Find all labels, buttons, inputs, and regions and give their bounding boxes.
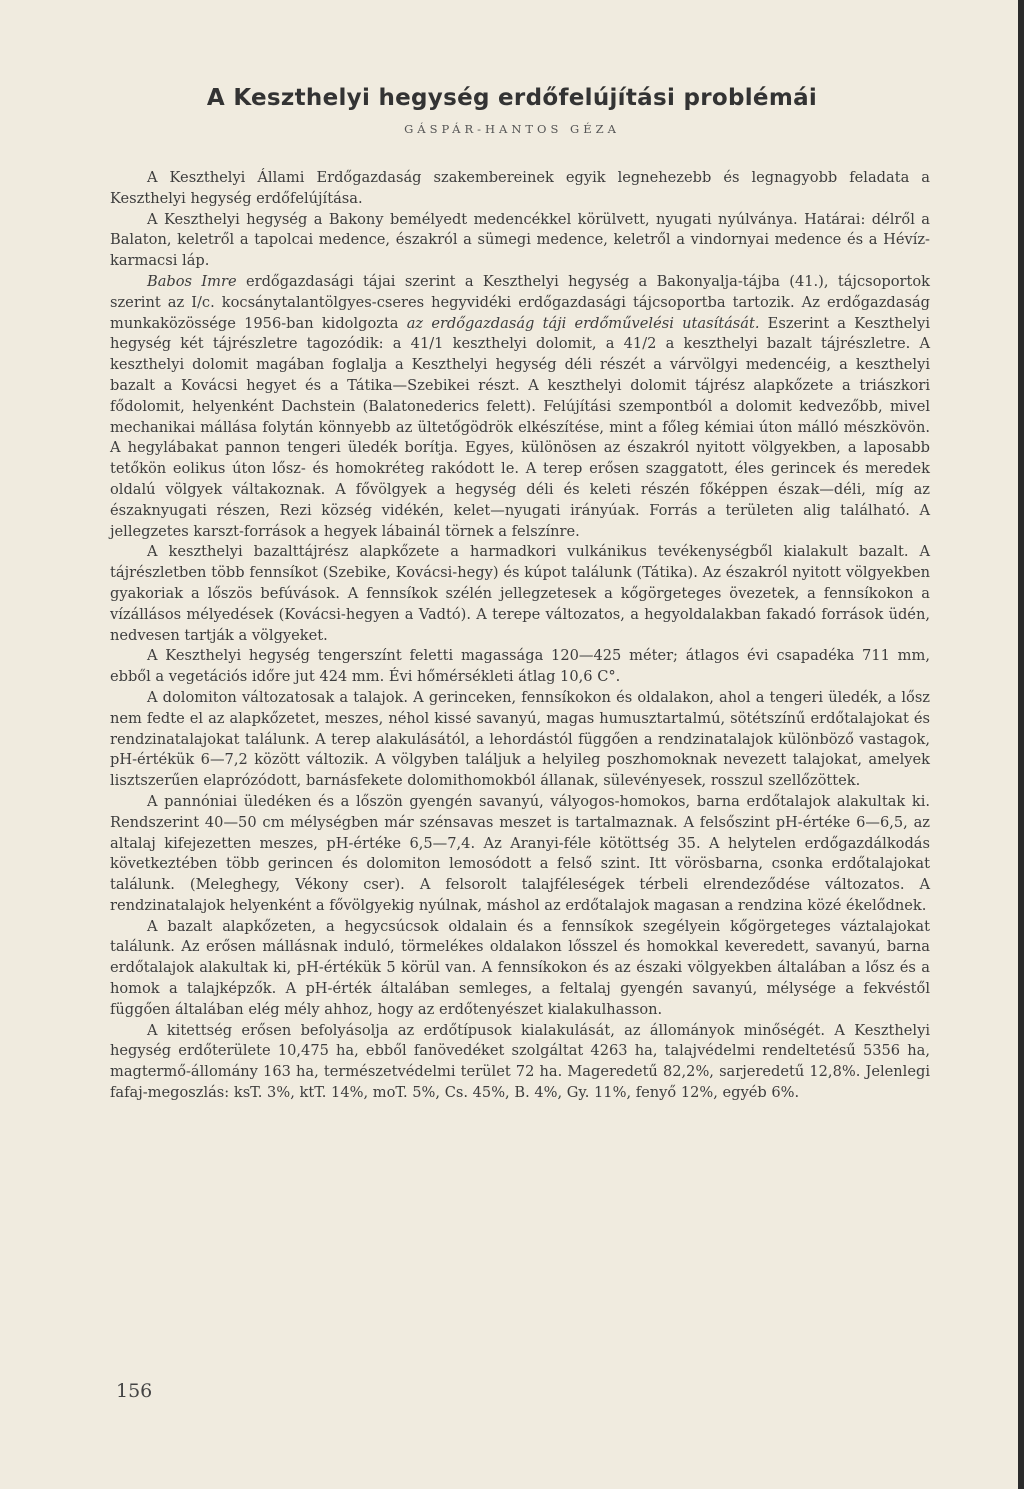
paragraph: A Keszthelyi Állami Erdőgazdaság szakembereinek egyik legnehezebb és legnagyobb feladata a Keszthelyi hegység erdőfelújítása. (110, 169, 930, 207)
paragraph: A dolomiton változatosak a talajok. A gerinceken, fennsíkokon és oldalakon, ahol a tengeri üledék, a lősz nem fedte el az alapkőzetet, meszes, néhol kissé savanyú, magas humusztartalmú, sötétszínű erdőtalajokat és rendzinatalajokat találunk. A terep alakulásától, a lehordástól függően a rendzinatalajok különböző vastagok, pH-értékük 6—7,2 között változik. A völgyben találjuk a helyileg poszhomoknak nevezett talajokat, amelyek lisztszerűen elaprózódott, barnásfekete dolomithomokból állanak, sülevényesek, rosszul szellőzöttek. (110, 688, 930, 790)
paragraph-text: erdőgazdasági tájai szerint a Keszthelyi hegység a Bakonyalja-tájba (41.), tájcsoportok szerint az I/c. kocsánytalantölgyes-cseres hegyvidéki erdőgazdasági tájcsoportba tartozik. Az erdőgazdaság munkaközössége 1956-ban kidolgozta (110, 272, 930, 332)
paragraph: A bazalt alapkőzeten, a hegycsúcsok oldalain és a fennsíkok szegélyein kőgörgeteges váztalajokat találunk. Az erősen mállásnak induló, törmelékes oldalakon lősszel és homokkal keveredett, savanyú, barna erdőtalajok alakultak ki, pH-értékük 5 körül van. A fennsíkokon és az északi völgyekben általában a lősz és a homok a talajképzők. A pH-érték általában semleges, a feltalaj gyengén savanyú, mélysége a fekvéstől függően általában elég mély ahhoz, hogy az erdőtenyészet kialakulhasson. (110, 917, 930, 1018)
paragraph (110, 272, 930, 542)
paragraph: A Keszthelyi hegység a Bakony bemélyedt medencékkel körülvett, nyugati nyúlványa. Határai: délről a Balaton, keletről a tapolcai medence, északról a sümegi medence, keletről a vindornyai medence és a Hévíz-karmacsi láp. (110, 210, 930, 270)
paragraph: A keszthelyi bazalttájrész alapkőzete a harmadkori vulkánikus tevékenységből kialakult bazalt. A tájrészletben több fennsíkot (Szebike, Kovácsi-hegy) és kúpot találunk (Tátika). Az északról nyitott völgyekben gyakoriak a lőszös befúvások. A fennsíkok szélén jellegzetesek a kőgörgeteges övezetek, a fennsíkokon a vízállásos mélyedések (Kovácsi-hegyen a Vadtó). A terepe változatos, a hegyoldalakban fakadó források üdén, nedvesen tartják a völgyeket. (110, 543, 930, 644)
article-title: A Keszthelyi hegység erdőfelújítási problémái (206, 85, 818, 111)
page-edge (1018, 0, 1024, 1489)
article-header (0, 83, 1024, 137)
paragraph-text: Eszerint a Keszthelyi hegység két tájrészletre tagozódik: a 41/1 keszthelyi dolomit, a 41/2 a keszthelyi bazalt tájrészletre. A keszthelyi dolomit magában foglalja a Keszthelyi hegység déli részét a várvölgyi medencéig, a keszthelyi bazalt a Kovácsi hegyet és a Tátika—Szebikei részt. A keszthelyi dolomit tájrész alapkőzete a triászkori fődolomit, helyenként Dachstein (Balatonederics felett). Felújítási szempontból a dolomit kedvezőbb, mivel mechanikai mállása folytán könnyebb az ültetőgödrök elkészítése, mint a főleg kémiai úton málló mészkövön. A hegylábakat pannon tengeri üledék borítja. Egyes, különösen az északról nyitott völgyekben, a laposabb tetőkön eolikus úton lősz- és homokréteg rakódott le. A terep erősen szaggatott, éles gerincek és meredek oldalú völgyek váltakoznak. A fővölgyek a hegység déli és keleti részén főképpen észak—déli, míg az északnyugati részen, Rezi község vidékén, kelet—nyugati irányúak. Forrás a területen alig található. A jellegzetes karszt-források a hegyek lábainál törnek a felszínre. (110, 314, 930, 540)
italic-text: az erdőgazdaság táji erdőművelési utasítását. (406, 314, 760, 332)
paragraph: A kitettség erősen befolyásolja az erdőtípusok kialakulását, az állományok minőségét. A Keszthelyi hegység erdőterülete 10,475 ha, ebből fanövedéket szolgáltat 4263 ha, talajvédelmi rendeltetésű 5356 ha, magtermő-állomány 163 ha, természetvédelmi terület 72 ha. Mageredetű 82,2%, sarjeredetű 12,8%. Jelenlegi fafaj-megoszlás: ksT. 3%, ktT. 14%, moT. 5%, Cs. 45%, B. 4%, Gy. 11%, fenyő 12%, egyéb 6%. (110, 1021, 930, 1102)
paragraph: A Keszthelyi hegység tengerszínt feletti magassága 120—425 méter; átlagos évi csapadéka 711 mm, ebből a vegetációs időre jut 424 mm. Évi hőmérsékleti átlag 10,6 C°. (110, 647, 930, 686)
italic-text: Babos Imre (147, 272, 237, 290)
page-number: 156 (116, 1380, 153, 1402)
article-author: GÁSPÁR-HANTOS GÉZA (404, 122, 620, 136)
article-body (110, 168, 930, 1104)
paragraph: A pannóniai üledéken és a lőszön gyengén savanyú, vályogos-homokos, barna erdőtalajok alakultak ki. Rendszerint 40—50 cm mélységben már szénsavas meszet is tartalmaznak. A felsőszint pH-értéke 6—6,5, az altalaj kifejezetten meszes, pH-értéke 6,5—7,4. Az Aranyi-féle kötöttség 35. A helytelen erdőgazdálkodás következtében több gerincen és dolomiton lemosódott a felső szint. Itt vörösbarna, csonka erdőtalajokat találunk. (Meleghegy, Vékony cser). A felsorolt talajféleségek térbeli elrendeződése változatos. A rendzinatalajok helyenként a fővölgyekig nyúlnak, máshol az erdőtalajok magasan a rendzina közé ékelődnek. (110, 792, 930, 914)
